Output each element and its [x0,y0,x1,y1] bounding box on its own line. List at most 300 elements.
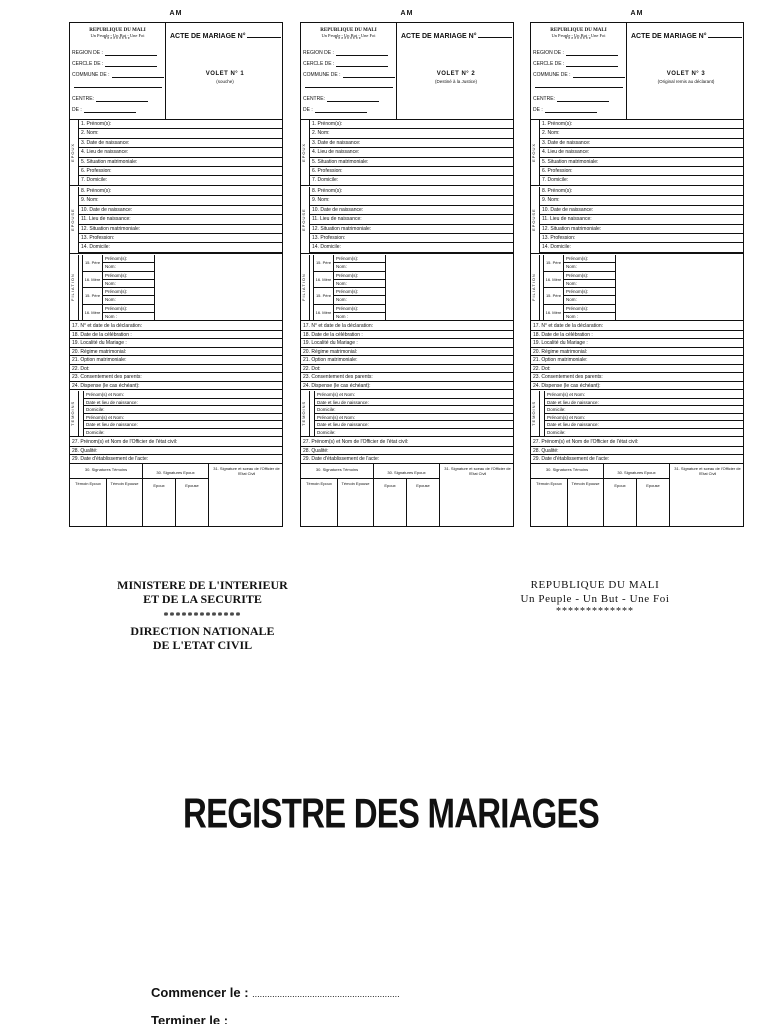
form-row: 1. Prénom(s): [79,120,282,129]
form-row: 17. N° et date de la déclaration: [70,322,282,331]
de-field [72,107,136,113]
filiation-prenom: Prénom(s): [334,288,386,296]
form-row: 4. Lieu de naissance: [79,148,282,157]
signatures-section [70,464,282,526]
epoux-side-label: EPOUX [301,143,306,163]
volet-subtitle: (Original remis au déclarant) [657,79,715,84]
commencer-dots: ........................................................... [252,989,400,999]
cercle-label: CERCLE DE : [72,61,104,67]
form-row: 9. Nom: [79,196,282,205]
form-row: 17. N° et date de la déclaration: [531,322,743,331]
centre-field [533,96,609,102]
epouse-label: Epouse [646,483,660,488]
form-row: Domicile: [84,406,282,414]
acte-label: ACTE DE MARIAGE N° [170,33,246,40]
form-row: 21. Option matrimoniale: [531,356,743,365]
form-row: 3. Date de naissance: [540,139,743,148]
acte-number-line [708,37,742,38]
de-line [545,112,597,113]
commune-extra-line [533,82,623,88]
form-devise: Un Peuple - Un But - Une Foi [90,33,145,38]
centre-line [96,101,148,102]
form-row: 9. Nom: [540,196,743,205]
form-row: 5. Situation matrimoniale: [79,158,282,167]
filiation-side-label: FILIATION [531,273,536,302]
form-row: 18. Date de la célébration : [531,331,743,340]
officier-section [531,438,743,464]
form-row: 19. Localité du Mariage : [531,339,743,348]
filiation-nom: Nom : [334,313,386,322]
form-row: 13. Profession: [310,234,513,243]
form-row: Prénom(s) et Nom: [315,414,513,422]
de-field [533,107,597,113]
epoux-section [301,120,513,186]
centre-label: CENTRE: [533,96,555,102]
filiation-nom: Nom: [564,280,616,289]
filiation-prenom: Prénom(s): [103,272,155,280]
filiation-who: 16. Mère [544,305,564,322]
form-row: 14. Domicile: [540,243,743,252]
epoux-side-label: EPOUX [70,143,75,163]
acte-label: ACTE DE MARIAGE N° [401,33,477,40]
cercle-field [303,61,388,67]
form-row: Date et lieu de naissance: [545,421,743,429]
temoins-side [531,391,540,436]
cercle-label: CERCLE DE : [533,61,565,67]
form-stars: ********* [104,37,131,43]
temoins-side-label: TEMOINS [531,400,536,427]
form-row: 1. Prénom(s): [310,120,513,129]
epouse-side [301,187,310,253]
filiation-prenom: Prénom(s): [564,288,616,296]
commune-label: COMMUNE DE : [72,72,110,78]
form-row: 13. Profession: [540,234,743,243]
region-line [105,55,157,56]
officier-section [70,438,282,464]
form-row: 23. Consentement des parents: [70,373,282,382]
volet-subtitle: (Destiné à la Justice) [434,79,478,84]
commune-field [72,72,164,78]
form-row: 5. Situation matrimoniale: [310,158,513,167]
filiation-prenom: Prénom(s): [564,272,616,280]
form-row: 19. Localité du Mariage : [301,339,513,348]
form-row: 6. Profession: [79,167,282,176]
temoin-epoux-label: Témoin Epoux [306,481,332,486]
de-field [303,107,367,113]
centre-line [557,101,609,102]
sig-officier-label: 31. Signature et sceau de l'Officier de l'Etat Civil [674,466,741,476]
form-row: Date et lieu de naissance: [315,421,513,429]
filiation-who: 15. Père [544,255,564,272]
epouse-side-label: EPOUSE [70,208,75,232]
epouse-section [531,187,743,254]
epoux-col [143,478,176,526]
cercle-field [72,61,157,67]
temoins-side-label: TEMOINS [301,400,306,427]
epouse-side [531,187,540,253]
form-row: Domicile: [545,406,743,414]
form-devise: Un Peuple - Un But - Une Foi [321,33,376,38]
temoin-epouse-label: Témoin Epouse [341,481,370,486]
form-row: 9. Nom: [310,196,513,205]
sig-temoins-label: 30. Signatures Témoins [545,467,589,472]
form-row: 11. Lieu de naissance: [540,215,743,224]
epoux-label: Epoux [384,483,396,488]
form-row: 22. Dot: [301,365,513,374]
signatures-section [301,464,513,526]
form-row: 14. Domicile: [310,243,513,252]
sig-officier-label: 31. Signature et sceau de l'Officier de l'Etat Civil [213,466,280,476]
filiation-who: 16. Mère [314,305,334,322]
temoin-epoux-col [531,478,568,526]
filiation-who: 16. Mère [544,272,564,289]
acte-number-line [478,37,512,38]
epoux-col [374,478,407,526]
filiation-nom: Nom: [334,263,386,272]
cercle-line [566,66,618,67]
epoux-label: Epoux [614,483,626,488]
form-row: 19. Localité du Mariage : [70,339,282,348]
form-row: 12. Situation matrimoniale: [79,225,282,234]
temoin-epouse-col [338,478,374,526]
filiation-nom: Nom : [103,313,155,322]
filiation-side-label: FILIATION [301,273,306,302]
commune-label: COMMUNE DE : [303,72,341,78]
volet-subtitle: (souche) [216,79,234,84]
epoux-side [301,120,310,185]
form-row: Domicile: [315,406,513,414]
filiation-nom: Nom: [564,296,616,305]
form-header [301,23,513,120]
form-row: 12. Situation matrimoniale: [310,225,513,234]
volet-number: VOLET N° 2 [436,71,476,77]
form-row: 23. Consentement des parents: [531,373,743,382]
centre-field [303,96,379,102]
date_etab-row: 29. Date d'établissement de l'acte: [531,455,743,464]
form-row: Prénom(s) et Nom: [84,391,282,399]
centre-field [72,96,148,102]
filiation-who: 16. Mère [83,272,103,289]
form-row: 24. Dispense (le cas échéant): [531,382,743,391]
republique-line2: Un Peuple - Un But - Une Foi [520,593,670,605]
de-label: DE : [533,107,543,113]
ministere-line3: DIRECTION NATIONALE [130,624,275,638]
form-row: 24. Dispense (le cas échéant): [70,382,282,391]
region-line [336,55,388,56]
epoux-section [531,120,743,186]
form-row: 20. Régime matrimonial: [301,348,513,357]
form-republique: REPUBLIQUE DU MALI [320,28,377,33]
region-label: REGION DE : [303,50,334,56]
form-row: Domicile: [84,429,282,437]
form-stars: ********* [335,37,362,43]
form-row: 21. Option matrimoniale: [301,356,513,365]
epouse-side-label: EPOUSE [301,208,306,232]
form-row: Prénom(s) et Nom: [84,414,282,422]
filiation-who: 15. Père [83,255,103,272]
temoin-epoux-col [301,478,338,526]
ministere-line1: MINISTERE DE L'INTERIEUR [117,578,288,592]
region-label: REGION DE : [72,50,103,56]
form-box [69,22,283,527]
form-republique: REPUBLIQUE DU MALI [89,28,146,33]
form-row: 17. N° et date de la déclaration: [301,322,513,331]
sig-epoux-label: 30. Signatures Epoux [617,470,656,475]
form-row: 21. Option matrimoniale: [70,356,282,365]
cercle-line [105,66,157,67]
date_etab-row: 29. Date d'établissement de l'acte: [70,455,282,464]
volet-3 [530,10,744,530]
form-row: 23. Consentement des parents: [301,373,513,382]
form-row: 11. Lieu de naissance: [310,215,513,224]
epouse-label: Epouse [416,483,430,488]
filiation-prenom: Prénom(s): [334,272,386,280]
filiation-who: 15. Père [83,288,103,305]
sig-epoux-label: 30. Signatures Epoux [387,470,426,475]
filiation-prenom: Prénom(s): [334,305,386,313]
filiation-side [70,255,79,320]
form-row: 10. Date de naissance: [540,206,743,215]
cercle-line [336,66,388,67]
temoin-epouse-label: Témoin Epouse [571,481,600,486]
filiation-nom: Nom: [103,296,155,305]
filiation-nom: Nom : [564,313,616,322]
epouse-side-label: EPOUSE [531,208,536,232]
temoin-epouse-col [568,478,604,526]
temoins-section [301,391,513,437]
epouse-label: Epouse [185,483,199,488]
blank-line [74,87,162,88]
form-row: 8. Prénom(s): [79,187,282,196]
sig-officier [670,464,745,526]
commune-line [343,77,395,78]
terminer-field [151,1013,228,1024]
region-field [72,50,157,56]
acte-title [401,33,512,40]
commune-field [303,72,395,78]
date_etab-row: 29. Date d'établissement de l'acte: [301,455,513,464]
form-row: 10. Date de naissance: [79,206,282,215]
form-box [300,22,514,527]
commune-extra-line [72,82,162,88]
acte-title [631,33,742,40]
filiation-nom: Nom: [334,296,386,305]
temoin-epouse-col [107,478,143,526]
volet-1 [69,10,283,530]
sig-temoins-label: 30. Signatures Témoins [84,467,128,472]
filiation-who: 16. Mère [83,305,103,322]
epoux-label: Epoux [153,483,165,488]
epoux-side [531,120,540,185]
middle-section [531,322,743,390]
form-header-left [301,23,397,120]
form-row: 7. Domicile: [79,176,282,185]
form-row: Domicile: [545,429,743,437]
form-row: Prénom(s) et Nom: [545,414,743,422]
form-row: 18. Date de la célébration : [70,331,282,340]
form-row: 22. Dot: [70,365,282,374]
sig-epoux-label: 30. Signatures Epoux [156,470,195,475]
filiation-nom: Nom: [334,280,386,289]
temoin-epoux-label: Témoin Epoux [536,481,562,486]
form-row: 11. Lieu de naissance: [79,215,282,224]
de-line [315,112,367,113]
commune-line [573,77,625,78]
epouse-section [301,187,513,254]
terminer-colon: : [220,1013,229,1024]
temoin-epoux-col [70,478,107,526]
centre-line [327,101,379,102]
terminer-label: Terminer le [151,1013,221,1024]
de-label: DE : [303,107,313,113]
form-republique: REPUBLIQUE DU MALI [550,28,607,33]
middle-section [301,322,513,390]
form-row: Prénom(s) et Nom: [315,391,513,399]
am-label: AM [400,10,414,17]
acte-title [170,33,281,40]
form-row: 2. Nom: [310,129,513,138]
epoux-side [70,120,79,185]
form-header [70,23,282,120]
epouse-side [70,187,79,253]
commune-label: COMMUNE DE : [533,72,571,78]
de-line [84,112,136,113]
page-title: REGISTRE DES MARIAGES [183,790,599,837]
form-row: 6. Profession: [540,167,743,176]
form-header [531,23,743,120]
form-row: Date et lieu de naissance: [545,399,743,407]
commencer-colon: : [240,985,253,1000]
filiation-nom: Nom: [103,263,155,272]
acte-label: ACTE DE MARIAGE N° [631,33,707,40]
ministere-line2: ET DE LA SECURITE [143,592,262,606]
form-row: 18. Date de la célébration : [301,331,513,340]
temoins-side [301,391,310,436]
epoux-side-label: EPOUX [531,143,536,163]
form-devise: Un Peuple - Un But - Une Foi [551,33,606,38]
officier-row: 27. Prénom(s) et Nom de l'Officier de l'état civil: [70,438,282,447]
commencer-label: Commencer le [151,985,241,1000]
form-row: 1. Prénom(s): [540,120,743,129]
sig-temoins-label: 30. Signatures Témoins [315,467,359,472]
form-row: 8. Prénom(s): [310,187,513,196]
qualite-row: 28. Qualité: [531,447,743,456]
filiation-section [70,255,282,321]
officier-section [301,438,513,464]
form-row: 3. Date de naissance: [310,139,513,148]
sig-officier [440,464,515,526]
republique-header [505,578,685,618]
filiation-section [531,255,743,321]
temoin-epoux-label: Témoin Epoux [75,481,101,486]
ministere-header [95,578,310,652]
blank-line [535,87,623,88]
form-row: 7. Domicile: [540,176,743,185]
filiation-who: 16. Mère [314,272,334,289]
form-row: 12. Situation matrimoniale: [540,225,743,234]
epouse-col [176,478,209,526]
sig-officier [209,464,284,526]
blank-line [305,87,393,88]
middle-section [70,322,282,390]
filiation-nom: Nom: [103,280,155,289]
filiation-section [301,255,513,321]
temoins-side-label: TEMOINS [70,400,75,427]
republique-line1: REPUBLIQUE DU MALI [530,579,660,591]
am-label: AM [630,10,644,17]
filiation-prenom: Prénom(s): [103,288,155,296]
filiation-who: 15. Père [314,288,334,305]
qualite-row: 28. Qualité: [70,447,282,456]
form-row: 22. Dot: [531,365,743,374]
form-header-left [70,23,166,120]
epoux-col [604,478,637,526]
signatures-section [531,464,743,526]
form-row: 2. Nom: [540,129,743,138]
commune-line [112,77,164,78]
commune-field [533,72,625,78]
form-row: Date et lieu de naissance: [315,399,513,407]
region-line [566,55,618,56]
filiation-who: 15. Père [314,255,334,272]
form-row: 2. Nom: [79,129,282,138]
region-label: REGION DE : [533,50,564,56]
officier-row: 27. Prénom(s) et Nom de l'Officier de l'état civil: [531,438,743,447]
filiation-prenom: Prénom(s): [334,255,386,263]
epouse-col [407,478,440,526]
temoins-section [531,391,743,437]
form-row: 10. Date de naissance: [310,206,513,215]
am-label: AM [169,10,183,17]
epouse-col [637,478,670,526]
form-row: 4. Lieu de naissance: [310,148,513,157]
form-row: Prénom(s) et Nom: [545,391,743,399]
marriage-forms [0,10,768,530]
form-row: 7. Domicile: [310,176,513,185]
form-row: Date et lieu de naissance: [84,421,282,429]
form-row: Date et lieu de naissance: [84,399,282,407]
cercle-label: CERCLE DE : [303,61,335,67]
officier-row: 27. Prénom(s) et Nom de l'Officier de l'état civil: [301,438,513,447]
form-row: 3. Date de naissance: [79,139,282,148]
commune-extra-line [303,82,393,88]
form-row: 20. Régime matrimonial: [531,348,743,357]
ministere-stars: ************* [163,611,242,622]
form-row: 5. Situation matrimoniale: [540,158,743,167]
filiation-prenom: Prénom(s): [103,305,155,313]
filiation-side [301,255,310,320]
commencer-field [151,985,400,1000]
sig-officier-label: 31. Signature et sceau de l'Officier de l'Etat Civil [444,466,511,476]
form-header-left [531,23,627,120]
form-row: 20. Régime matrimonial: [70,348,282,357]
form-row: 13. Profession: [79,234,282,243]
centre-label: CENTRE: [303,96,325,102]
epoux-section [70,120,282,186]
filiation-side-label: FILIATION [70,273,75,302]
volet-number: VOLET N° 3 [666,71,706,77]
volet-number: VOLET N° 1 [205,71,245,77]
epouse-section [70,187,282,254]
volet-2 [300,10,514,530]
form-row: Domicile: [315,429,513,437]
filiation-nom: Nom: [564,263,616,272]
region-field [303,50,388,56]
form-row: 4. Lieu de naissance: [540,148,743,157]
acte-number-line [247,37,281,38]
temoin-epouse-label: Témoin Epouse [110,481,139,486]
filiation-prenom: Prénom(s): [564,305,616,313]
